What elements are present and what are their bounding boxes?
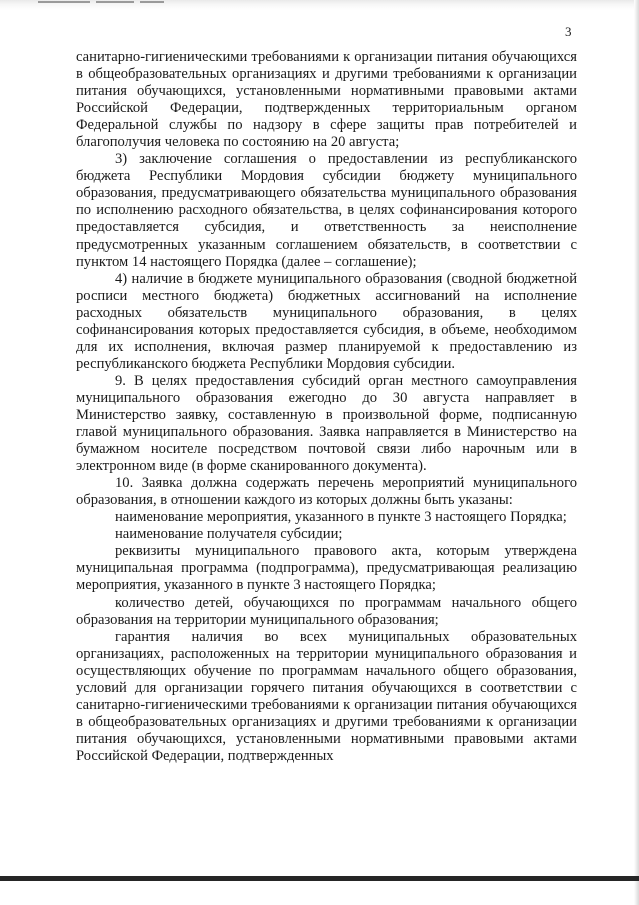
list-item-legal-act: реквизиты муниципального правового акта, которым утверждена муниципальная программа (подпрограмма), предусматривающая реализацию мероприятия, указанного в пункте 3 настоящего Порядка; xyxy=(76,543,577,594)
paragraph-clause-10: 10. Заявка должна содержать перечень мероприятий муниципального образования, в отношении каждого из которых должны быть указаны: xyxy=(76,475,577,509)
scan-right-edge xyxy=(634,0,639,905)
scan-bottom-border xyxy=(0,876,639,881)
document-body xyxy=(76,49,577,765)
paragraph-item-4: 4) наличие в бюджете муниципального образования (сводной бюджетной росписи местного бюджета) бюджетных ассигнований на исполнение расходных обязательств муниципального образования, в целях софинансирования которых предоставляется субсидия, в объеме, необходимом для их исполнения, включая размер планируемой к предоставлению из республиканского бюджета Республики Мордовия субсидии. xyxy=(76,270,577,372)
list-item-children-count: количество детей, обучающихся по программам начального общего образования на территории муниципального образования; xyxy=(76,594,577,628)
scan-artifact xyxy=(38,1,90,3)
page-number: 3 xyxy=(565,24,572,39)
scan-artifact xyxy=(140,1,164,3)
paragraph-continuation: санитарно-гигиеническими требованиями к организации питания обучающихся в общеобразовательных организациях и другими требованиями к организации питания обучающихся, установленными нормативными правовыми актами Российской Федерации, подтвержденных территориальным органом Федеральной службы по надзору в сфере защиты прав потребителей и благополучия человека по состоянию на 20 августа; xyxy=(76,49,577,151)
list-item-guarantee: гарантия наличия во всех муниципальных образовательных организациях, расположенных на территории муниципального образования и осуществляющих обучение по программам начального общего образования, условий для организации горячего питания обучающихся в соответствии с санитарно-гигиеническими требованиями к организации питания обучающихся в общеобразовательных организациях и другими требованиями к организации питания обучающихся, установленными нормативными правовыми актами Российской Федерации, подтвержденных xyxy=(76,628,577,764)
scan-artifact xyxy=(96,1,134,3)
list-item-recipient: наименование получателя субсидии; xyxy=(115,526,343,543)
paragraph-clause-9: 9. В целях предоставления субсидий орган местного самоуправления муниципального образования ежегодно до 30 августа направляет в Министерство заявку, составленную в произвольной форме, подписанную главой муниципального образования. Заявка направляется в Министерство на бумажном носителе посредством почтовой связи либо нарочным или в электронном виде (в форме сканированного документа). xyxy=(76,372,577,475)
paragraph-item-3: 3) заключение соглашения о предоставлении из республиканского бюджета Республики Мордовия субсидии бюджету муниципального образования, предусматривающего обязательства муниципального образования по исполнению расходного обязательства, в целях софинансирования которого предоставляется субсидия, и ответственность за неисполнение предусмотренных указанным соглашением обязательств, в соответствии с пунктом 14 настоящего Порядка (далее – соглашение); xyxy=(76,151,577,270)
list-item-event-name: наименование мероприятия, указанного в пункте 3 настоящего Порядка; xyxy=(115,509,567,526)
